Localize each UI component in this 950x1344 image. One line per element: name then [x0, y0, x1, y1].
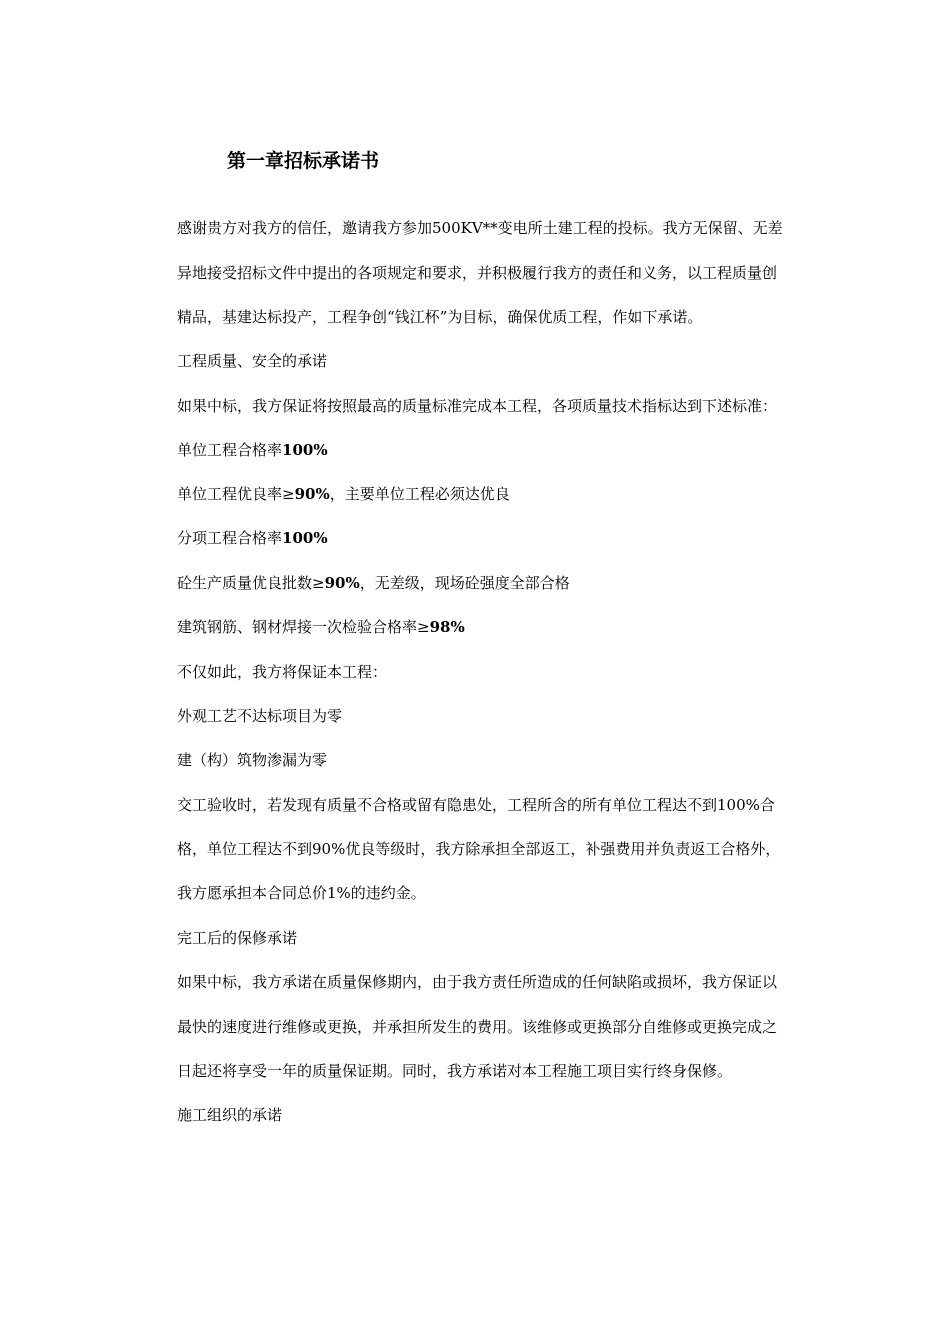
acceptance-line-3: 我方愿承担本合同总价1%的违约金。 [177, 884, 426, 902]
page-title: 第一章招标承诺书 [227, 150, 380, 172]
standard-item [177, 527, 328, 549]
standard-value: 90% [324, 574, 360, 592]
not-only-line: 不仅如此，我方将保证本工程： [177, 663, 388, 681]
intro-line-3: 精品，基建达标投产，工程争创“钱江杯”为目标，确保优质工程，作如下承诺。 [177, 308, 703, 326]
extra-item: 建（构）筑物渗漏为零 [177, 751, 328, 769]
standard-item [177, 439, 328, 461]
section-heading-construction: 施工组织的承诺 [177, 1106, 283, 1124]
acceptance-line-2: 格，单位工程达不到90%优良等级时，我方除承担全部返工，补强费用并负责返工合格外， [177, 840, 781, 858]
intro-line-1: 感谢贵方对我方的信任，邀请我方参加500KV**变电所土建工程的投标。我方无保留、无差 [177, 219, 783, 237]
extra-item: 外观工艺不达标项目为零 [177, 707, 343, 725]
standard-value: 90% [294, 485, 330, 503]
warranty-line-3: 日起还将享受一年的质量保证期。同时，我方承诺对本工程施工项目实行终身保修。 [177, 1062, 733, 1080]
standard-text: 单位工程优良率≥ [177, 485, 295, 503]
standard-suffix: ，无差级，现场砼强度全部合格 [359, 574, 570, 592]
standard-value: 98% [429, 618, 465, 636]
standard-text: 单位工程合格率 [177, 441, 283, 459]
quality-intro: 如果中标，我方保证将按照最高的质量标准完成本工程，各项质量技术指标达到下述标准： [177, 397, 778, 415]
standard-value: 100% [282, 441, 328, 459]
section-heading-warranty: 完工后的保修承诺 [177, 929, 298, 947]
warranty-line-1: 如果中标，我方承诺在质量保修期内，由于我方责任所造成的任何缺陷或损坏，我方保证以 [177, 973, 778, 991]
standard-item [177, 616, 465, 638]
standard-suffix: ，主要单位工程必须达优良 [329, 485, 510, 503]
standard-text: 砼生产质量优良批数≥ [177, 574, 325, 592]
intro-line-2: 异地接受招标文件中提出的各项规定和要求，并积极履行我方的责任和义务，以工程质量创 [177, 264, 778, 282]
standard-value: 100% [282, 529, 328, 547]
acceptance-line-1: 交工验收时，若发现有质量不合格或留有隐患处，工程所含的所有单位工程达不到100%合 [177, 796, 775, 814]
standard-text: 建筑钢筋、钢材焊接一次检验合格率≥ [177, 618, 430, 636]
standard-text: 分项工程合格率 [177, 529, 283, 547]
standard-item [177, 572, 570, 594]
standard-item [177, 483, 510, 505]
warranty-line-2: 最快的速度进行维修或更换，并承担所发生的费用。该维修或更换部分自维修或更换完成之 [177, 1018, 778, 1036]
section-heading-quality: 工程质量、安全的承诺 [177, 352, 328, 370]
